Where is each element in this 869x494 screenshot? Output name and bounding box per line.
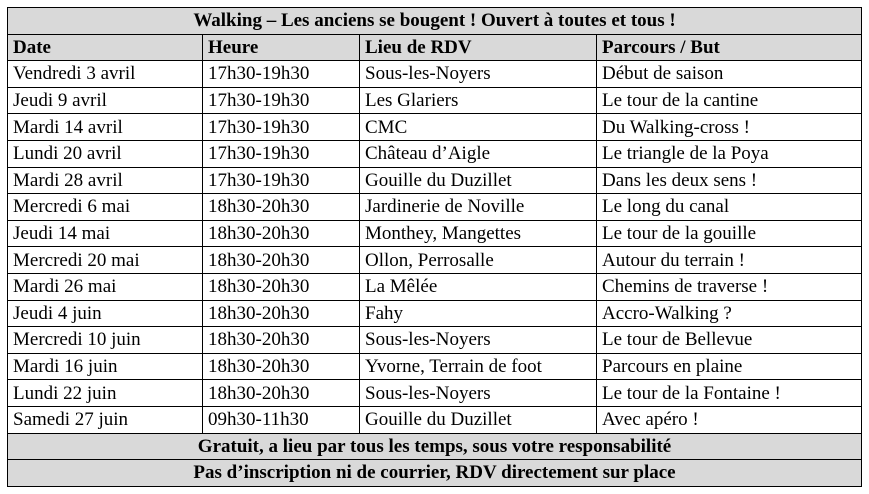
cell-route: Chemins de traverse ! [597,273,862,300]
table-row [8,273,862,300]
footer-row-2 [8,460,862,487]
footer-note-2: Pas d’inscription ni de courrier, RDV directement sur place [8,460,862,487]
cell-time: 18h30-20h30 [203,220,360,247]
cell-time: 17h30-19h30 [203,114,360,141]
header-location: Lieu de RDV [360,34,597,61]
cell-route: Autour du terrain ! [597,247,862,274]
cell-location: Les Glariers [360,87,597,114]
cell-route: Avec apéro ! [597,406,862,433]
cell-time: 18h30-20h30 [203,273,360,300]
cell-route: Le tour de Bellevue [597,327,862,354]
table-row [8,194,862,221]
cell-location: Gouille du Duzillet [360,406,597,433]
cell-time: 18h30-20h30 [203,300,360,327]
cell-route: Parcours en plaine [597,353,862,380]
cell-date: Jeudi 9 avril [8,87,203,114]
header-route: Parcours / But [597,34,862,61]
cell-location: Jardinerie de Noville [360,194,597,221]
cell-route: Le triangle de la Poya [597,140,862,167]
cell-location: Fahy [360,300,597,327]
cell-date: Mercredi 6 mai [8,194,203,221]
table-row [8,167,862,194]
cell-location: Château d’Aigle [360,140,597,167]
header-row [8,34,862,61]
cell-location: Sous-les-Noyers [360,327,597,354]
cell-location: CMC [360,114,597,141]
cell-date: Mardi 26 mai [8,273,203,300]
cell-time: 18h30-20h30 [203,247,360,274]
cell-location: La Mêlée [360,273,597,300]
cell-time: 18h30-20h30 [203,353,360,380]
cell-route: Le tour de la gouille [597,220,862,247]
cell-location: Gouille du Duzillet [360,167,597,194]
table-row [8,380,862,407]
cell-date: Samedi 27 juin [8,406,203,433]
cell-date: Mardi 16 juin [8,353,203,380]
cell-location: Ollon, Perrosalle [360,247,597,274]
cell-date: Mardi 28 avril [8,167,203,194]
cell-time: 18h30-20h30 [203,380,360,407]
cell-date: Lundi 22 juin [8,380,203,407]
cell-date: Mercredi 10 juin [8,327,203,354]
table-row [8,140,862,167]
cell-time: 09h30-11h30 [203,406,360,433]
table-row [8,327,862,354]
schedule-table [7,7,862,487]
cell-time: 18h30-20h30 [203,327,360,354]
table-title: Walking – Les anciens se bougent ! Ouvert à toutes et tous ! [8,8,862,35]
cell-time: 17h30-19h30 [203,87,360,114]
table-row [8,87,862,114]
table-row [8,300,862,327]
cell-route: Dans les deux sens ! [597,167,862,194]
cell-time: 17h30-19h30 [203,61,360,88]
cell-time: 17h30-19h30 [203,140,360,167]
cell-time: 17h30-19h30 [203,167,360,194]
cell-route: Le long du canal [597,194,862,221]
cell-date: Vendredi 3 avril [8,61,203,88]
cell-date: Lundi 20 avril [8,140,203,167]
header-time: Heure [203,34,360,61]
header-date: Date [8,34,203,61]
cell-route: Du Walking-cross ! [597,114,862,141]
cell-location: Sous-les-Noyers [360,380,597,407]
cell-location: Sous-les-Noyers [360,61,597,88]
footer-note-1: Gratuit, a lieu par tous les temps, sous votre responsabilité [8,433,862,460]
footer-row-1 [8,433,862,460]
cell-date: Jeudi 4 juin [8,300,203,327]
cell-time: 18h30-20h30 [203,194,360,221]
table-row [8,247,862,274]
cell-date: Mardi 14 avril [8,114,203,141]
cell-date: Jeudi 14 mai [8,220,203,247]
cell-route: Accro-Walking ? [597,300,862,327]
table-row [8,61,862,88]
cell-route: Le tour de la Fontaine ! [597,380,862,407]
cell-location: Yvorne, Terrain de foot [360,353,597,380]
table-row [8,353,862,380]
table-row [8,114,862,141]
table-row [8,220,862,247]
cell-route: Début de saison [597,61,862,88]
title-row [8,8,862,35]
cell-location: Monthey, Mangettes [360,220,597,247]
cell-date: Mercredi 20 mai [8,247,203,274]
table-row [8,406,862,433]
cell-route: Le tour de la cantine [597,87,862,114]
